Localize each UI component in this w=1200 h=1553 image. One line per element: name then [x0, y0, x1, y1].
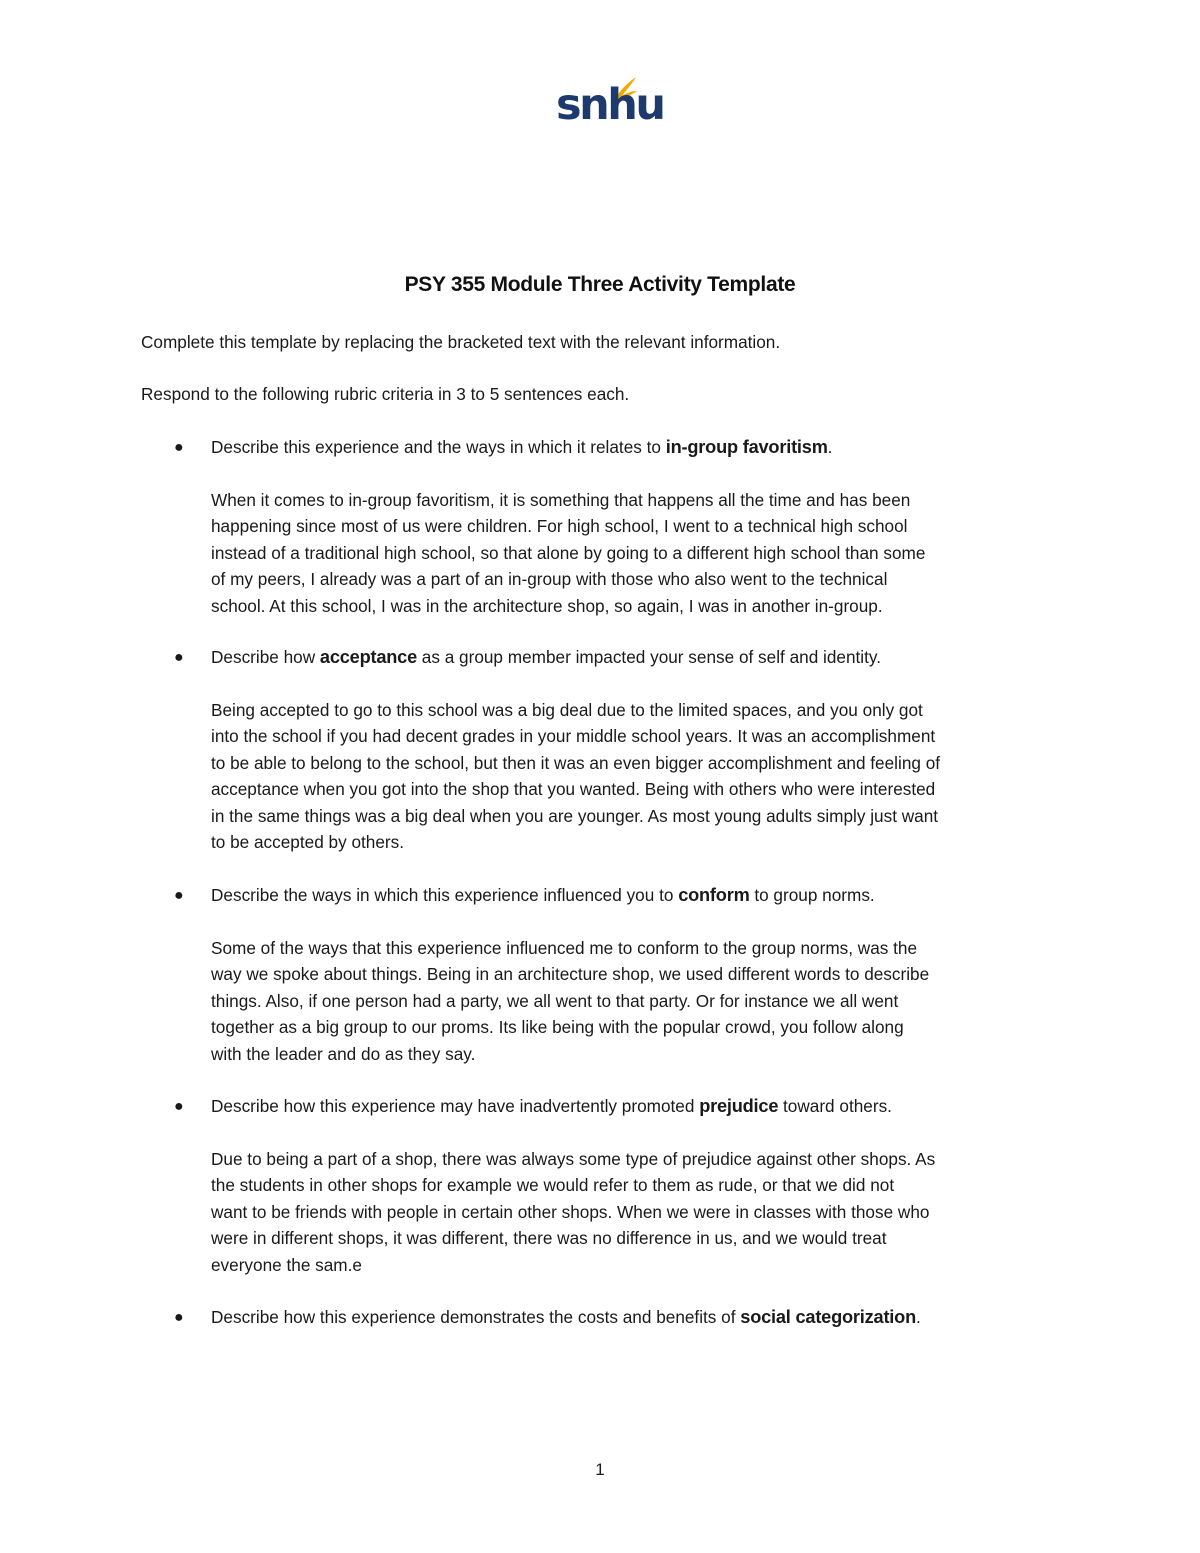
- answer-line: acceptance when you got into the shop that you wanted. Being with others who were interested: [211, 779, 936, 800]
- prompt-text: Describe this experience and the ways in which it relates to: [211, 437, 666, 457]
- page-number: 1: [595, 1460, 605, 1479]
- bullet-icon: ●: [174, 887, 184, 904]
- bullet-icon: ●: [174, 1098, 184, 1115]
- prompt-conform: [211, 882, 1071, 908]
- prompt-in-group-favoritism: [211, 434, 1071, 460]
- prompt-keyword: conform: [678, 885, 750, 905]
- prompt-text-end: .: [827, 437, 833, 457]
- answer-line: the students in other shops for example we would refer to them as rude, or that we did not: [211, 1175, 895, 1196]
- answer-line: to be able to belong to the school, but then it was an even bigger accomplishment and feeling of: [211, 752, 941, 773]
- prompt-text: Describe how this experience may have inadvertently promoted: [211, 1096, 700, 1116]
- answer-line: Some of the ways that this experience influenced me to conform to the group norms, was the: [211, 938, 918, 958]
- intro-instructions: Complete this template by replacing the bracketed text with the relevant information.: [141, 332, 781, 352]
- prompt-text-end: as a group member impacted your sense of self and identity.: [417, 647, 881, 667]
- answer-prejudice: [211, 1146, 1071, 1278]
- answer-line: school. At this school, I was in the architecture shop, so again, I was in another in-group.: [211, 595, 883, 616]
- answer-acceptance: [211, 697, 1071, 855]
- bullet-icon: ●: [174, 439, 184, 456]
- answer-line: instead of a traditional high school, so that alone by going to a different high school than some: [211, 542, 926, 563]
- bullet-icon: ●: [174, 1309, 184, 1326]
- prompt-text: Describe how this experience demonstrates the costs and benefits of: [211, 1307, 741, 1327]
- prompt-keyword: in-group favoritism: [665, 437, 828, 457]
- prompt-acceptance: [211, 644, 1071, 670]
- intro-rubric: Respond to the following rubric criteria in 3 to 5 sentences each.: [141, 384, 630, 404]
- answer-conform: [211, 935, 1071, 1067]
- prompt-keyword: prejudice: [699, 1096, 779, 1116]
- answer-line: want to be friends with people in certain other shops. When we were in classes with those who: [211, 1201, 930, 1222]
- answer-in-group-favoritism: [211, 487, 1071, 619]
- answer-line: into the school if you had decent grades in your middle school years. It was an accomplishment: [211, 726, 936, 747]
- prompt-text-end: toward others.: [778, 1096, 892, 1116]
- prompt-keyword: social categorization: [740, 1307, 916, 1327]
- answer-line: When it comes to in-group favoritism, it is something that happens all the time and has been: [211, 490, 911, 510]
- prompt-keyword: acceptance: [319, 647, 417, 667]
- page-title: PSY 355 Module Three Activity Template: [404, 273, 796, 296]
- prompt-text: Describe the ways in which this experience influenced you to: [211, 885, 679, 905]
- answer-line: together as a big group to our proms. Its like being with the popular crowd, you follow along: [211, 1017, 904, 1038]
- answer-line: with the leader and do as they say.: [211, 1043, 476, 1064]
- answer-line: things. Also, if one person had a party, we all went to that party. Or for instance we all went: [211, 990, 899, 1011]
- answer-line: to be accepted by others.: [211, 832, 405, 853]
- answer-line: were in different shops, it was different, there was no difference in us, and we would treat: [211, 1228, 887, 1249]
- logo-text: snhu: [556, 80, 664, 130]
- answer-line: of my peers, I already was a part of an in-group with those who also went to the technical: [211, 569, 888, 590]
- answer-line: in the same things was a big deal when you are younger. As most young adults simply just want: [211, 805, 939, 826]
- prompt-text-end: to group norms.: [749, 885, 875, 905]
- answer-line: Due to being a part of a shop, there was always some type of prejudice against other shops. As: [211, 1149, 936, 1169]
- bullet-icon: ●: [174, 649, 184, 666]
- prompt-text: Describe how: [211, 647, 320, 667]
- answer-line: Being accepted to go to this school was a big deal due to the limited spaces, and you only got: [211, 700, 923, 720]
- prompt-social-categorization: [211, 1304, 1071, 1330]
- prompt-text-end: .: [916, 1307, 921, 1327]
- answer-line: way we spoke about things. Being in an architecture shop, we used different words to describe: [211, 964, 930, 985]
- snhu-logo: [552, 72, 664, 136]
- answer-line: everyone the sam.e: [211, 1254, 362, 1275]
- answer-line: happening since most of us were children. For high school, I went to a technical high school: [211, 516, 908, 537]
- prompt-prejudice: [211, 1093, 1071, 1119]
